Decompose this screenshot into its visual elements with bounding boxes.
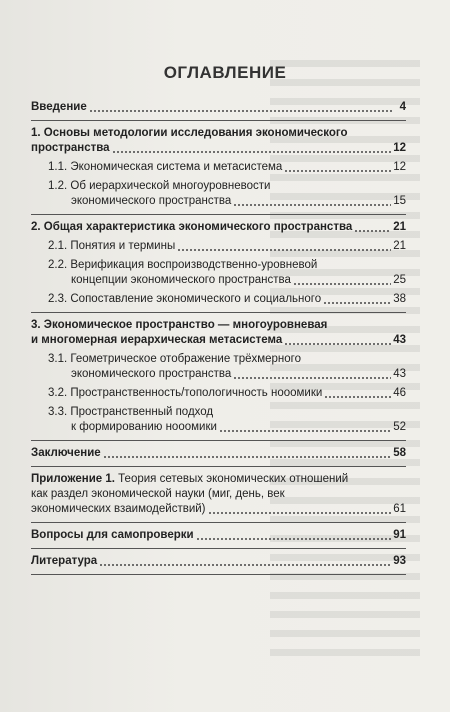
section-divider [31, 548, 406, 549]
toc-page-number: 43 [393, 334, 406, 346]
toc-entry-line: 1. Основы методологии исследования экономического [31, 127, 348, 139]
toc-entry-line: как раздел экономической науки (миг, день, век [31, 488, 285, 500]
leader-dots [89, 110, 392, 112]
section-divider [31, 214, 406, 215]
toc-page-number: 21 [393, 221, 406, 233]
leader-dots [208, 512, 392, 514]
toc-entry-label: 1.1. Экономическая система и метасистема [48, 161, 283, 173]
toc-page-number: 93 [393, 555, 406, 567]
toc-entry-line: 3.1. Геометрическое отображение трёхмерного [48, 353, 302, 365]
toc-page-number: 91 [393, 529, 406, 541]
leader-dots [233, 204, 391, 206]
toc-entry-line: 3. Экономическое пространство — многоуровневая [31, 319, 328, 331]
leader-dots [103, 456, 392, 458]
toc-entry-line: 2.2. Верификация воспроизводственно-уровневой [48, 259, 318, 271]
toc-entry-label: Вопросы для самопроверки [31, 529, 194, 541]
toc-entry-appendix-1[interactable] [31, 472, 406, 517]
section-divider [31, 440, 406, 441]
toc-entry-label: 3.2. Пространственность/топологичность нооомики [48, 387, 323, 399]
toc-entry-label: экономического пространства [71, 368, 232, 380]
leader-dots [293, 283, 391, 285]
section-divider [31, 120, 406, 121]
leader-dots [177, 249, 391, 251]
toc-entry-line: 1.2. Об иерархической многоуровневости [48, 180, 271, 192]
toc-entry-section-3-2[interactable] [31, 386, 406, 401]
toc-entry-section-2-3[interactable] [31, 292, 406, 307]
toc-entry-bibliography[interactable] [31, 554, 406, 569]
leader-dots [219, 430, 391, 432]
leader-dots [99, 564, 391, 566]
toc-page-number: 21 [393, 240, 406, 252]
toc-entry-chapter-1[interactable] [31, 126, 406, 156]
toc-entry-section-3-3[interactable] [31, 405, 406, 435]
toc-page-number: 15 [393, 195, 406, 207]
page-title: ОГЛАВЛЕНИЕ [163, 63, 287, 82]
table-of-contents [31, 100, 406, 580]
toc-entry-label: Введение [31, 101, 87, 113]
toc-entry-label: к формированию нооомики [71, 421, 217, 433]
leader-dots [284, 170, 391, 172]
toc-page-number: 12 [393, 142, 406, 154]
toc-entry-label: экономических взаимодействий) [31, 503, 206, 515]
toc-page-number: 46 [393, 387, 406, 399]
toc-entry-label: 2.1. Понятия и термины [48, 240, 176, 252]
leader-dots [323, 302, 391, 304]
toc-entry-introduction[interactable] [31, 100, 406, 115]
toc-page-number: 52 [393, 421, 406, 433]
toc-entry-section-3-1[interactable] [31, 352, 406, 382]
section-divider [31, 522, 406, 523]
leader-dots [112, 151, 392, 153]
toc-page-number: 38 [393, 293, 406, 305]
toc-entry-self-check-questions[interactable] [31, 528, 406, 543]
toc-entry-label: Заключение [31, 447, 101, 459]
toc-page-number: 12 [393, 161, 406, 173]
section-divider [31, 312, 406, 313]
toc-page-number: 4 [399, 101, 406, 113]
toc-entry-section-1-2[interactable] [31, 179, 406, 209]
toc-entry-section-2-2[interactable] [31, 258, 406, 288]
toc-entry-section-1-1[interactable] [31, 160, 406, 175]
toc-entry-label: концепции экономического пространства [71, 274, 291, 286]
leader-dots [196, 538, 392, 540]
toc-entry-label: Литература [31, 555, 98, 567]
toc-entry-chapter-3[interactable] [31, 318, 406, 348]
toc-entry-line: 3.3. Пространственный подход [48, 406, 214, 418]
toc-page-number: 25 [393, 274, 406, 286]
toc-entry-label: пространства [31, 142, 110, 154]
toc-page-number: 43 [393, 368, 406, 380]
toc-entry-section-2-1[interactable] [31, 239, 406, 254]
leader-dots [233, 377, 391, 379]
toc-entry-label: 2. Общая характеристика экономического пространства [31, 221, 353, 233]
leader-dots [284, 343, 391, 345]
toc-entry-label: и многомерная иерархическая метасистема [31, 334, 283, 346]
toc-page-number: 58 [393, 447, 406, 459]
leader-dots [324, 396, 391, 398]
toc-page-number: 61 [393, 503, 406, 515]
toc-entry-label: 2.3. Сопоставление экономического и социального [48, 293, 322, 305]
section-divider [31, 466, 406, 467]
toc-entry-line: Приложение 1. Теория сетевых экономических отношений [31, 473, 349, 485]
section-divider [31, 574, 406, 575]
leader-dots [354, 230, 391, 232]
toc-entry-label: экономического пространства [71, 195, 232, 207]
toc-entry-conclusion[interactable] [31, 446, 406, 461]
toc-entry-chapter-2[interactable] [31, 220, 406, 235]
